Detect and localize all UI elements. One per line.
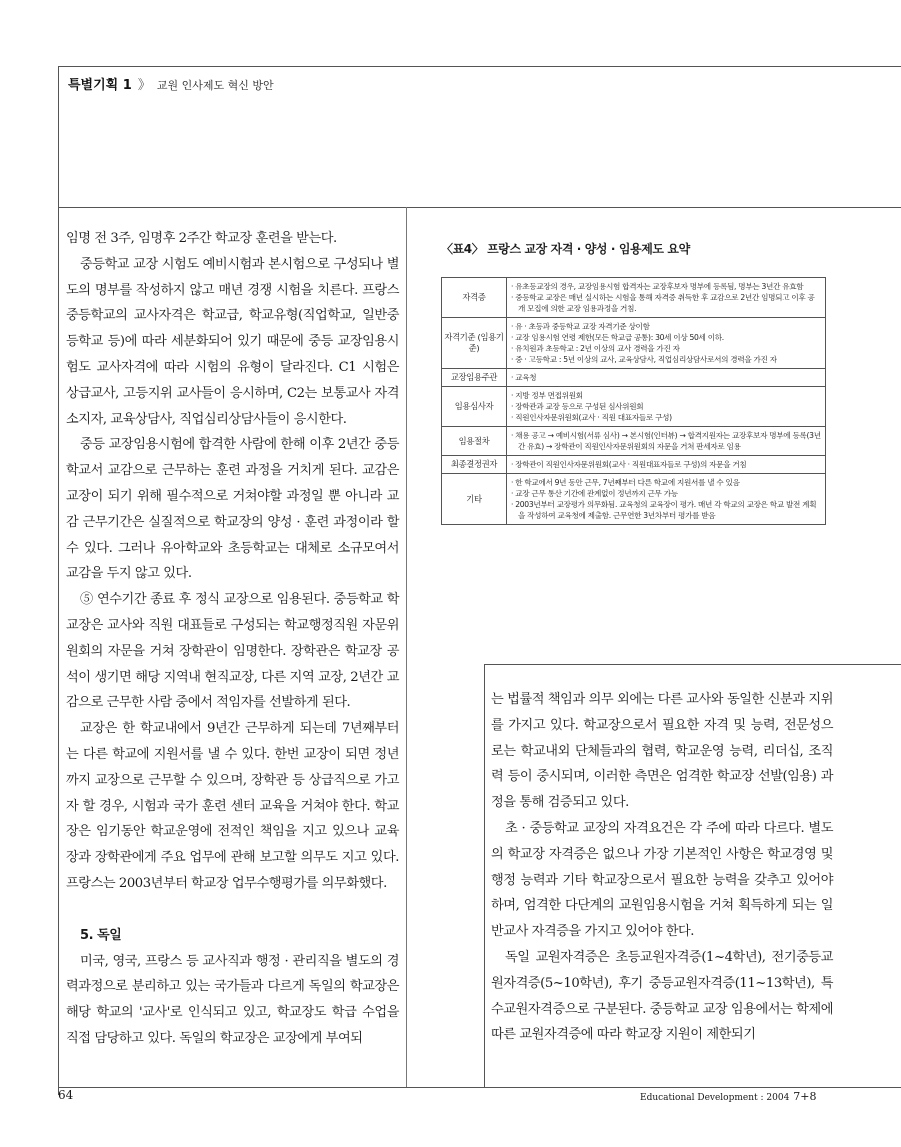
row-label: 임용심사자 [442, 387, 507, 427]
left-column-border [58, 207, 59, 1095]
page-number: 64 [58, 1088, 74, 1102]
right-column [491, 687, 833, 1048]
row-line: · 교장 근무 통산 기간에 관계없이 정년까지 근무 가능 [511, 489, 678, 498]
row-line: · 장학관과 교장 등으로 구성된 심사위원회 [511, 402, 644, 411]
left-column [66, 226, 399, 1052]
table-row [442, 318, 826, 369]
row-line: · 교장 임용시험 연령 제한(모든 학교급 공통): 30세 이상 50세 이하. [511, 333, 724, 342]
chevron-right-icon: 》 [137, 78, 151, 93]
body-paragraph: ⑤ 연수기간 종료 후 정식 교장으로 임용된다. 중등학교 학교장은 교사와 직원 대표들로 구성되는 학교행정직원 자문위원회의 자문을 거쳐 장학관이 임명한다. 장학관은 학교장 공석이 생기면 해당 지역내 현직교장, 다른 지역 교장, 2년간 교감으로 근무한 사람 중에서 적임자를 선발하게 된다. [66, 592, 399, 711]
table-row [442, 456, 826, 474]
body-paragraph: 중등 교장임용시험에 합격한 사람에 한해 이후 2년간 중등학교서 교감으로 근무하는 훈련 과정을 거치게 된다. 교감은 교장이 되기 위해 필수적으로 거쳐야할 과정일 뿐 아니라 교감 근무기간은 실질적으로 학교장의 양성 · 훈련 과정이라 할 수 있다. 그러나 유아학교와 초등학교는 대체로 소규모여서 교감을 두지 않고 있다. [66, 437, 399, 582]
topic-title: 교원 인사제도 혁신 방안 [156, 79, 274, 92]
row-line: · 채용 공고 → 예비시험(서류 심사) → 본시험(인터뷰) → 합격지원자는 교장후보자 명부에 등록(3년간 유효) → 장학관이 직원인사자문위원회의 자문을 거쳐 판세자로 임용 [511, 431, 821, 451]
table-row [442, 474, 826, 525]
summary-table [441, 277, 826, 525]
row-line: · 중등학교 교장은 매년 실시하는 시험을 통해 자격증 취득한 후 교감으로 2년간 임명되고 이후 공개 모집에 의한 교장 임용과정을 거침. [511, 293, 815, 313]
row-content [507, 318, 826, 369]
row-label: 교장임용주관 [442, 369, 507, 387]
row-line: · 교육청 [511, 373, 537, 382]
right-column-border-left [484, 664, 485, 1087]
header-band-bottom [58, 207, 901, 208]
column-divider [406, 207, 407, 1087]
table-row [442, 427, 826, 456]
journal-footer [640, 1090, 817, 1103]
row-line: · 2003년부터 교장평가 의무화됨. 교육청의 교육장이 평가. 매년 각 학교의 교장은 학교 발전 계획을 작성하여 교육청에 제출함. 근무연한 3년차부터 평가를 받음 [511, 500, 817, 520]
body-paragraph: 임명 전 3주, 임명후 2주간 학교장 훈련을 받는다. [66, 231, 337, 246]
header-frame-top [58, 66, 901, 67]
row-content [507, 474, 826, 525]
body-paragraph: 교장은 한 학교내에서 9년간 근무하게 되는데 7년째부터는 다른 학교에 지원서를 낼 수 있다. 한번 교장이 되면 정년까지 교장으로 근무할 수 있으며, 장학관 등 상급직으로 가고자 할 경우, 시험과 국가 훈련 센터 교육을 거쳐야 한다. 학교장은 임기동안 학교운영에 전적인 책임을 지고 있으나 교육장과 장학관에게 주요 업무에 관해 보고할 의무도 지고 있다. 프랑스는 2003년부터 학교장 업무수행평가를 의무화했다. [66, 721, 399, 891]
row-label: 임용절차 [442, 427, 507, 456]
running-header [68, 74, 274, 93]
table-row [442, 369, 826, 387]
section-heading: 5. 독일 [80, 927, 122, 943]
body-paragraph: 미국, 영국, 프랑스 등 교사직과 행정 · 관리직을 별도의 경력과정으로 분리하고 있는 국가들과 다르게 독일의 학교장은 해당 학교의 '교사'로 인식되고 있고, 학교장도 학급 수업을 직접 담당하고 있다. 독일의 학교장은 교장에게 부여되 [66, 953, 399, 1046]
table-row [442, 278, 826, 318]
row-label: 자격증 [442, 278, 507, 318]
row-content [507, 456, 826, 474]
journal-issue: 7+8 [793, 1090, 817, 1103]
row-line: · 직원인사자문위원회(교사 · 직원 대표자들로 구성) [511, 413, 672, 422]
table-row [442, 387, 826, 427]
row-label: 최종결정권자 [442, 456, 507, 474]
journal-name: Educational Development : 2004 [640, 1093, 790, 1103]
row-line: · 유초등교장의 경우, 교장임용시험 합격자는 교장후보자 명부에 등록됨, 명부는 3년간 유효함 [511, 282, 804, 291]
row-line: · 장학관이 직원인사자문위원회(교사 · 직원대표자들로 구성)의 자문을 거침 [511, 460, 747, 469]
row-line: · 중 · 고등학교 : 5년 이상의 교사, 교육상담사, 직업심리상담사로서의 경력을 가진 자 [511, 355, 777, 364]
body-paragraph: 중등학교 교장 시험도 예비시험과 본시험으로 구성되나 별도의 명부를 작성하지 않고 매년 경쟁 시험을 치른다. 프랑스 중등학교의 교사자격은 학교급, 학교유형(직업학교, 일반중등학교 등)에 따라 세분화되어 있기 때문에 중등 교장임용시험도 교사자격에 따라 시험의 유형이 달라진다. C1 시험은 상급교사, 고등지위 교사들이 응시하며, C2는 보통교사 자격 소지자, 교육상담사, 직업심리상담사들이 응시한다. [66, 256, 399, 427]
row-line: · 한 학교에서 9년 동안 근무, 7년째부터 다른 학교에 지원서를 낼 수 있음 [511, 478, 740, 487]
row-content [507, 427, 826, 456]
body-paragraph: 초 · 중등학교 교장의 자격요건은 각 주에 따라 다르다. 별도의 학교장 자격증은 없으나 가장 기본적인 사항은 학교경영 및 행정 능력과 기타 학교장으로서 필요한 능력을 갖추고 있어야 하며, 엄격한 다단계의 교원임용시험을 거쳐 획득하게 되는 일반교사 자격증을 가지고 있어야 한다. [491, 820, 833, 940]
body-paragraph: 는 법률적 책임과 의무 외에는 다른 교사와 동일한 신분과 지위를 가지고 있다. 학교장으로서 필요한 자격 및 능력, 전문성으로는 학교내외 단체들과의 협력, 학교운영 능력, 리더십, 조직력 등이 중시되며, 이러한 측면은 엄격한 학교장 선발(임용) 과정을 통해 검증되고 있다. [491, 692, 833, 811]
row-line: · 지방 정부 면접위원회 [511, 391, 583, 400]
table-title: 〈표4〉 프랑스 교장 자격 · 양성 · 임용제도 요약 [441, 242, 690, 256]
row-content [507, 387, 826, 427]
body-paragraph: 독일 교원자격증은 초등교원자격증(1~4학년), 전기중등교원자격증(5~10학년), 후기 중등교원자격증(11~13학년), 특수교원자격증으로 구분된다. 중등학교 교장 임용에서는 학제에 따른 교원자격증에 따라 학교장 지원이 제한되기 [491, 949, 833, 1043]
header-frame-left [58, 66, 59, 208]
series-title: 특별기획 1 [68, 78, 132, 93]
right-column-border-top [484, 664, 901, 665]
row-content [507, 369, 826, 387]
footer-rule [58, 1087, 901, 1088]
row-line: · 유 · 초등과 중등학교 교장 자격기준 상이함 [511, 322, 650, 331]
row-line: · 유치원과 초등학교 : 2년 이상의 교사 경력을 가진 자 [511, 344, 680, 353]
row-label: 기타 [442, 474, 507, 525]
row-label: 자격기준 (임용기준) [442, 318, 507, 369]
row-content [507, 278, 826, 318]
